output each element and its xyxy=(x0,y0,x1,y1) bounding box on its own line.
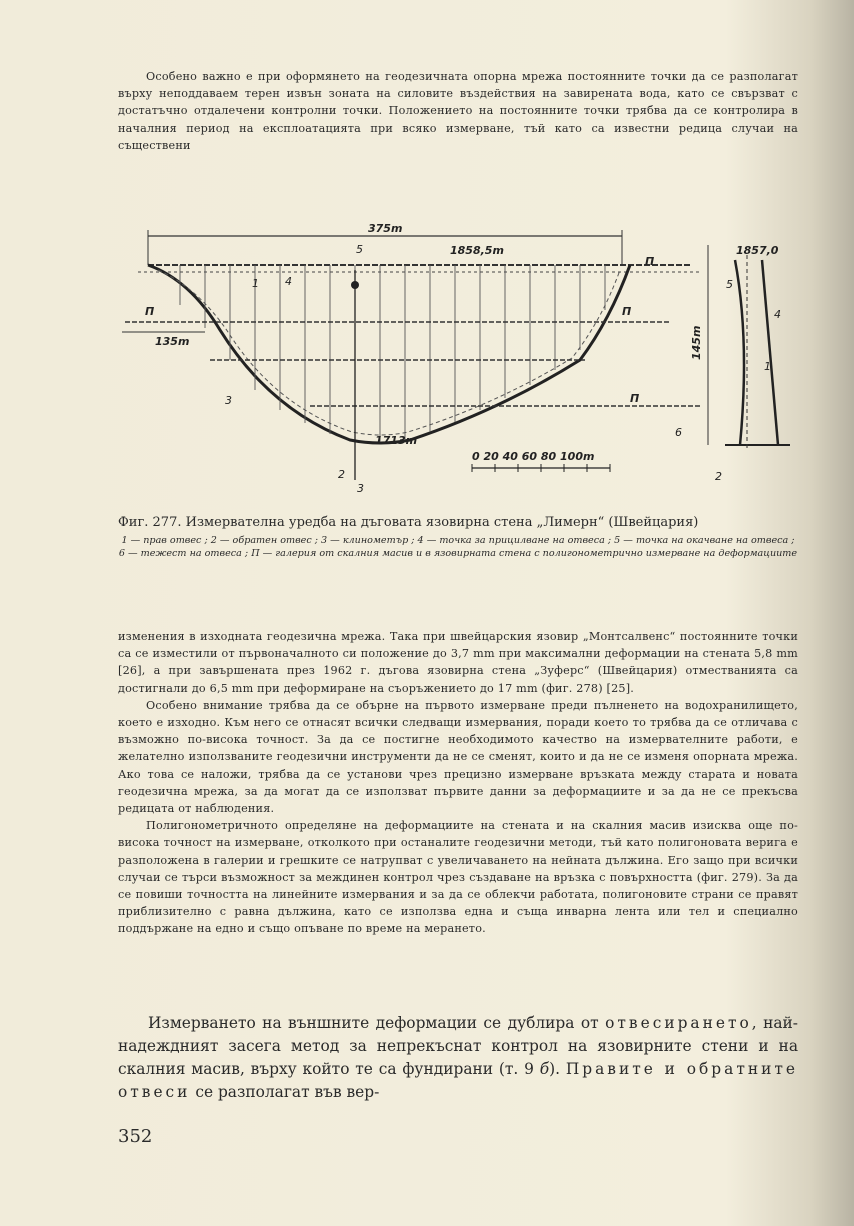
gallery-label-low: П xyxy=(630,392,640,405)
label-right-2: 2 xyxy=(715,470,722,483)
label-2: 2 xyxy=(338,468,345,481)
label-1: 1 xyxy=(252,277,259,290)
dim-right-top-label: 1857,0 xyxy=(736,244,779,257)
paragraph-text: Особено внимание трябва да се обърне на първото измерване преди пълненето на водохранилището, което е изходно. Към него се отнасят всички следващи измервания, поради което то трябва да се отличава с възможно по-висока точност. За да се постигне необходимото качество на измервателните работи, е желателно използваните геодезични инструменти да не се сменят, които и да не се изменя опорната мрежа. Ако това се наложи, трябва да се установи чрез прецизно измерване връзката между старата и новата геодезична мрежа, за да могат да се използват първите данни за деформациите и за да не се прекъсва редицата от наблюдения. xyxy=(118,698,798,816)
dim-bottom-label: 1713m xyxy=(375,434,418,447)
label-right-5: 5 xyxy=(726,278,733,291)
label-right-4: 4 xyxy=(774,308,781,321)
label-3: 3 xyxy=(225,394,232,407)
paragraph-text: изменения в изходната геодезична мрежа. Така при швейцарския язовир „Монтсалвенс“ постоянните точки са се изместили от първоначалното си положение до 3,7 mm при максимални деформации на стената 5,8 mm [26], а при завършената през 1962 г. дъгова язовирна стена „Зуферс“ (Швейцария) отместванията са достигнали до 6,5 mm при деформиране на съоръжението до 17 mm (фиг. 278) [25]. xyxy=(118,630,798,695)
page-number: 352 xyxy=(118,1126,153,1147)
label-4: 4 xyxy=(285,275,292,288)
gallery-label-mid: П xyxy=(622,305,632,318)
dim-left-label: 135m xyxy=(155,335,190,348)
dim-width-label: 375m xyxy=(368,222,403,235)
paragraph-mid xyxy=(118,628,798,938)
spaced-term: отвесирането xyxy=(605,1014,752,1032)
label-3b: 3 xyxy=(357,482,364,495)
text-run: ). xyxy=(549,1060,566,1078)
paragraph-text: Полигонометричното определяне на деформациите на стената и на скалния масив изисква още по-висока точност на измерване, отколкото при останалите геодезични методи, тъй като полигоновата верига е разположена в галерии и грешките се натрупват с увеличаването на нейната дължина. Его защо при всички случаи се търси възможност за междинен контрол чрез създаване на връзка с повърхността (фиг. 279). За да се повиши точността на линейните измервания и за да се облекчи работата, полигоновите страни се правят приблизително с равна дължина, като се използва една и съща инварна лента или тел и специално поддържане на едно и също опъване по време на мерането. xyxy=(118,819,798,936)
dim-height-label: 145m xyxy=(690,325,703,360)
scale-label: 0 20 40 60 80 100m xyxy=(472,450,595,463)
dam-measurement-diagram xyxy=(110,210,810,510)
label-6: 6 xyxy=(675,426,682,439)
label-right-1: 1 xyxy=(764,360,771,373)
paragraph-text xyxy=(118,1012,798,1104)
spaced-term: Правите и обратните отвеси xyxy=(118,1060,798,1101)
gallery-label-left: П xyxy=(145,305,155,318)
paragraph-bottom xyxy=(118,1012,798,1104)
dim-crest-label: 1858,5m xyxy=(450,244,504,257)
italic-ref: б xyxy=(539,1060,550,1078)
figure-caption-legend: 1 — прав отвес ; 2 — обратен отвес ; 3 — клинометър ; 4 — точка за прицилване на отвеса ; 5 — точка на окачване на отвеса ; 6 — тежест на отвеса ; П — галерия от скалния масив и в язовирната стена с полигонометрично измерване на деформациите xyxy=(118,535,798,559)
label-5: 5 xyxy=(356,243,363,256)
figure-277 xyxy=(110,210,810,510)
text-run: Измерването на външните деформации се дублира от xyxy=(148,1014,606,1032)
paragraph-top xyxy=(118,68,798,154)
text-run: , най-надеждният засега метод за непрекъснат контрол на язовирните стени и на скалния масив, върху който те са фундирани (т. 9 xyxy=(118,1014,798,1078)
paragraph-text: Особено важно е при оформянето на геодезичната опорна мрежа постоянните точки да се разполагат върху неподдаваем терен извън зоната на силовите въздействия на завирената вода, като се свързват с достатъчно отдалечени контролни точки. Положението на постоянните точки трябва да се контролира в началния период на експлоатацията при всяко измерване, тъй като са известни редица случаи на съществени xyxy=(118,70,798,152)
text-run: се разполагат във вер- xyxy=(190,1083,380,1101)
gallery-label-top: П xyxy=(645,255,655,268)
figure-caption-title: Фиг. 277. Измервателна уредба на дъговата язовирна стена „Лимерн“ (Швейцария) xyxy=(118,515,699,530)
